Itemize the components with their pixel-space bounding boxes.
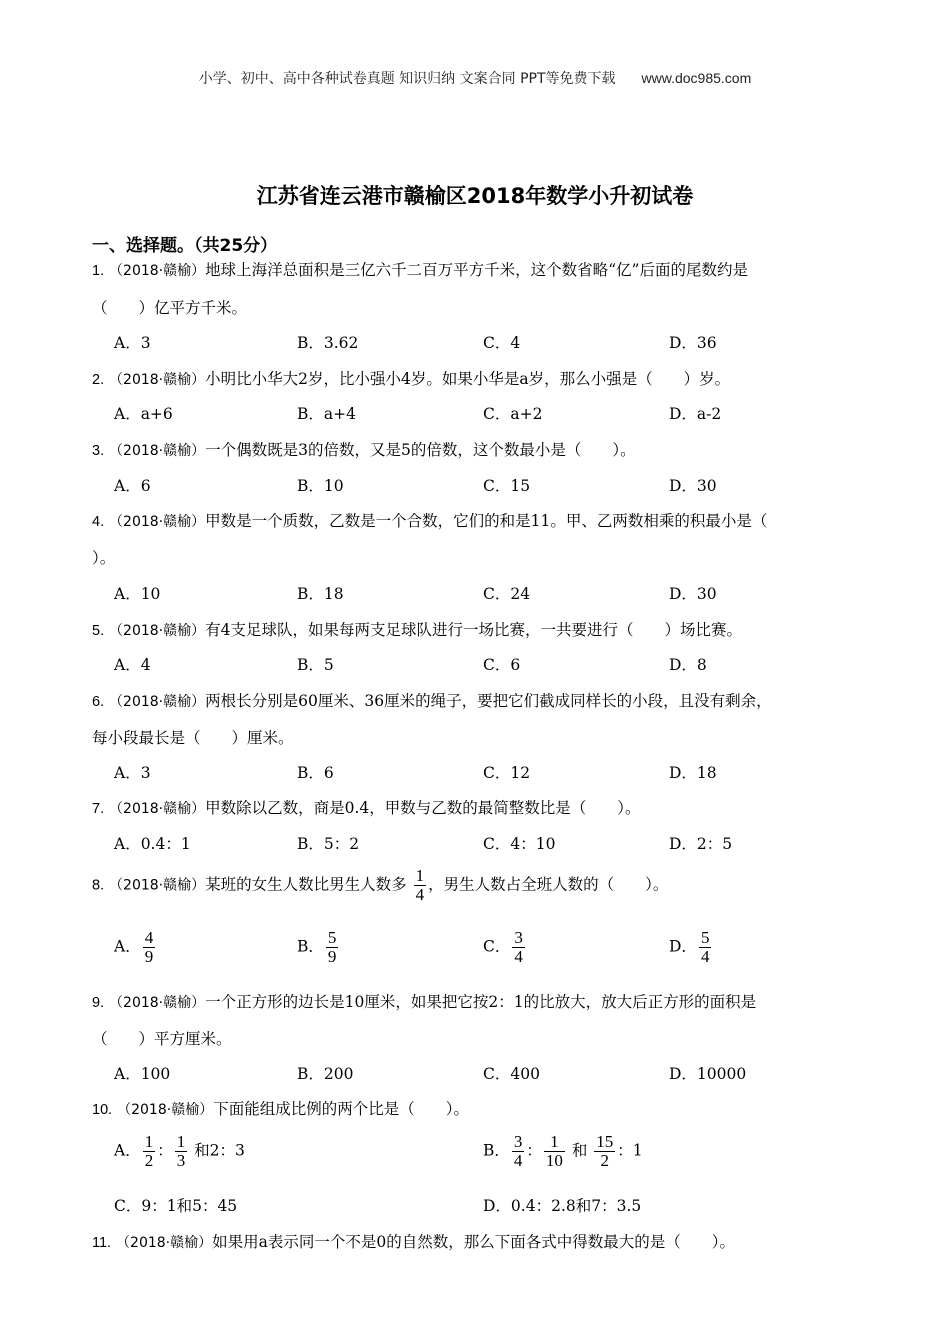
option-b: B．3.62 xyxy=(297,334,359,352)
question-number: 9. xyxy=(92,995,105,1011)
header-site: www.doc985.com xyxy=(641,70,752,86)
question-3 xyxy=(92,438,636,460)
option-b: B．5：2 xyxy=(297,835,360,853)
question-text: 有4支足球队，如果每两支足球队进行一场比赛，一共要进行（ ）场比赛。 xyxy=(205,621,742,639)
question-1 xyxy=(92,258,748,280)
header-text: 小学、初中、高中各种试卷真题 知识归纳 文案合同 PPT等免费下载 xyxy=(198,71,616,87)
question-text: 如果用a表示同一个不是0的自然数，那么下面各式中得数最大的是（ ）。 xyxy=(212,1233,735,1251)
question-text: 小明比小华大2岁，比小强小4岁。如果小华是a岁，那么小强是（ ）岁。 xyxy=(205,370,731,388)
question-number: 2. xyxy=(92,372,105,388)
question-source: （2018·赣榆） xyxy=(109,623,206,639)
question-text: 甲数除以乙数，商是0.4，甲数与乙数的最简整数比是（ ）。 xyxy=(205,799,641,817)
option-b: B．18 xyxy=(297,585,344,603)
question-text: 下面能组成比例的两个比是（ ）。 xyxy=(213,1100,469,1118)
option-a: A． $\frac{1}{2}$ ： $\frac{1}{3}$ 和2：3 xyxy=(114,1132,245,1170)
option-c: C．4：10 xyxy=(483,835,556,853)
option-c: C．4 xyxy=(483,334,521,352)
option-d: D．36 xyxy=(669,334,717,352)
question-source: （2018·赣榆） xyxy=(109,801,206,817)
question-text: 某班的女生人数比男生人数多 xyxy=(205,875,407,894)
question-number: 5. xyxy=(92,623,105,639)
option-d: D．10000 xyxy=(669,1065,747,1083)
question-source: （2018·赣榆） xyxy=(109,263,206,279)
option-c: C．24 xyxy=(483,585,531,603)
option-b: B．5 xyxy=(297,656,334,674)
fraction: $\frac{1}{4}$ xyxy=(415,866,425,904)
question-source: （2018·赣榆） xyxy=(109,514,206,530)
question-number: 11. xyxy=(92,1235,112,1251)
option-a: A．100 xyxy=(114,1065,171,1083)
option-d: D．30 xyxy=(669,585,717,603)
question-6-line2: 每小段最长是（ ）厘米。 xyxy=(92,729,294,747)
question-source: （2018·赣榆） xyxy=(109,443,206,459)
option-d: D．8 xyxy=(669,656,707,674)
question-text: 地球上海洋总面积是三亿六千二百万平方千米，这个数省略“亿”后面的尾数约是 xyxy=(205,261,748,279)
question-source: （2018·赣榆） xyxy=(109,372,206,388)
option-a: A．3 xyxy=(114,764,151,782)
question-source: （2018·赣榆） xyxy=(117,1102,214,1118)
question-6 xyxy=(92,689,772,711)
option-a: A．a+6 xyxy=(114,405,173,423)
question-source: （2018·赣榆） xyxy=(109,877,206,894)
option-c: C．12 xyxy=(483,764,531,782)
question-source: （2018·赣榆） xyxy=(109,995,206,1011)
option-d: D．2：5 xyxy=(669,835,733,853)
question-number: 1. xyxy=(92,263,105,279)
question-text: 甲数是一个质数，乙数是一个合数，它们的和是11。甲、乙两数相乘的积最小是（ xyxy=(205,512,768,530)
option-a: A．6 xyxy=(114,477,151,495)
option-b: B． $\frac{5}{9}$ xyxy=(297,928,337,966)
option-c: C．15 xyxy=(483,477,531,495)
option-d: D．0.4：2.8和7：3.5 xyxy=(483,1197,642,1215)
question-4-line2: ）。 xyxy=(92,549,116,567)
question-number: 7. xyxy=(92,801,105,817)
section-heading: 一、选择题。（共25分） xyxy=(92,236,278,256)
option-c: C． $\frac{3}{4}$ xyxy=(483,928,523,966)
option-b: B．10 xyxy=(297,477,344,495)
question-1-line2: （ ）亿平方千米。 xyxy=(92,299,248,317)
option-d: D．18 xyxy=(669,764,717,782)
option-b: B．200 xyxy=(297,1065,354,1083)
question-number: 3. xyxy=(92,443,105,459)
question-9 xyxy=(92,990,756,1012)
page-header xyxy=(0,68,950,88)
option-a: A． $\frac{4}{9}$ xyxy=(114,928,154,966)
option-b: B．6 xyxy=(297,764,334,782)
question-11 xyxy=(92,1230,735,1252)
question-text-after: ，男生人数占全班人数的（ ）。 xyxy=(428,875,669,894)
option-d: D．a-2 xyxy=(669,405,722,423)
option-c: C．400 xyxy=(483,1065,540,1083)
option-a: A．10 xyxy=(114,585,161,603)
question-text: 两根长分别是60厘米、36厘米的绳子，要把它们截成同样长的小段，且没有剩余， xyxy=(205,692,772,710)
question-source: （2018·赣榆） xyxy=(116,1235,213,1251)
question-10 xyxy=(92,1097,469,1119)
question-number: 10. xyxy=(92,1102,113,1118)
question-number: 4. xyxy=(92,514,105,530)
question-text: 一个偶数既是3的倍数，又是5的倍数，这个数最小是（ ）。 xyxy=(205,441,636,459)
question-source: （2018·赣榆） xyxy=(109,694,206,710)
question-9-line2: （ ）平方厘米。 xyxy=(92,1030,232,1048)
option-d: D． $\frac{5}{4}$ xyxy=(669,928,710,966)
question-number: 6. xyxy=(92,694,105,710)
option-c: C．9：1和5：45 xyxy=(114,1197,238,1215)
option-c: C．a+2 xyxy=(483,405,543,423)
option-b: B．a+4 xyxy=(297,405,356,423)
question-7 xyxy=(92,796,641,818)
option-d: D．30 xyxy=(669,477,717,495)
option-a: A．0.4：1 xyxy=(114,835,191,853)
option-a: A．3 xyxy=(114,334,151,352)
option-a: A．4 xyxy=(114,656,151,674)
question-text: 一个正方形的边长是10厘米，如果把它按2：1的比放大，放大后正方形的面积是 xyxy=(205,993,757,1011)
question-8 xyxy=(92,867,668,904)
question-5 xyxy=(92,618,742,640)
question-4 xyxy=(92,509,767,531)
option-c: C．6 xyxy=(483,656,521,674)
question-2 xyxy=(92,367,730,389)
question-number: 8. xyxy=(92,877,105,894)
page-title: 江苏省连云港市赣榆区2018年数学小升初试卷 xyxy=(256,184,694,208)
option-b: B． $\frac{3}{4}$ ： $\frac{1}{10}$ 和 $\frac{15}{2}$ ：1 xyxy=(483,1132,643,1170)
